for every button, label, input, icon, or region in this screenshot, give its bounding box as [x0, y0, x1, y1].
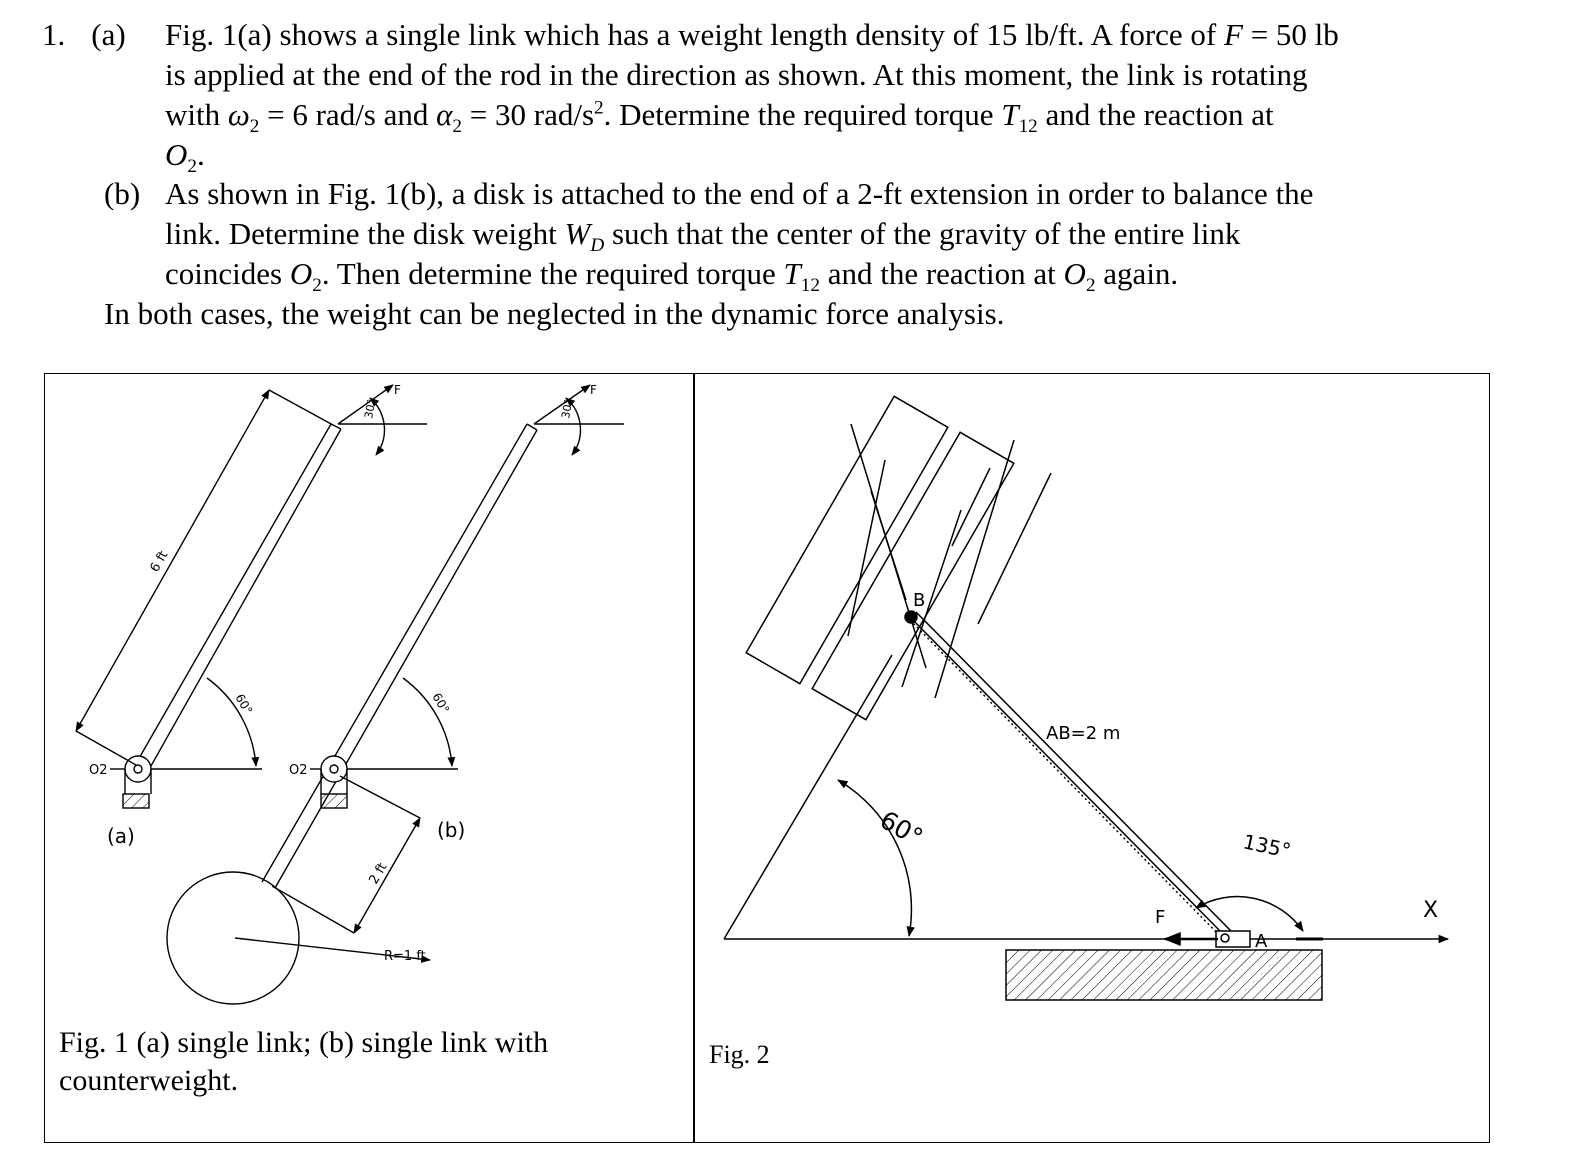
- torque-symbol: T: [1001, 97, 1019, 132]
- period: .: [197, 137, 205, 172]
- part-b-text-3c: and the reaction at: [819, 256, 1064, 291]
- fig1-caption-line-1: Fig. 1 (a) single link; (b) single link with: [59, 1026, 549, 1059]
- fig1b-force-label: F: [590, 383, 597, 397]
- fig1b-pivot-label: O2: [289, 763, 308, 778]
- fig2-label-x: X: [1423, 898, 1439, 923]
- fig2-angle-60-arc: [838, 780, 911, 936]
- fig2-angle-135-label: 135°: [1240, 829, 1294, 863]
- disk-weight-sub: D: [590, 235, 605, 257]
- fig2-label-a: A: [1255, 931, 1268, 952]
- fig1-caption-line-2: counterweight.: [59, 1064, 239, 1097]
- fig2-caption: [709, 1036, 770, 1074]
- fig1b-force-angle-label: 30°: [559, 398, 576, 420]
- fig1b-length-label: 2 ft: [366, 860, 391, 887]
- fig1b-ext-line-bottom: [272, 886, 354, 933]
- pivot-var-b2: O: [1063, 256, 1086, 291]
- fig2-rod-ab: [908, 612, 1231, 938]
- fig1a-diagram: [76, 385, 427, 808]
- fig1b-radius-label: R=1 ft: [384, 949, 426, 964]
- fig2-pin-b: [905, 611, 917, 623]
- fig1b-angle-label: 60°: [429, 690, 453, 716]
- part-a-text-1: Fig. 1(a) shows a single link which has a weight length density of 15 lb/ft. A force of: [165, 17, 1224, 52]
- disk-weight-var: W: [564, 216, 591, 251]
- fig2-ground-hatch: [1006, 950, 1322, 1000]
- torque-sub-b: 12: [800, 275, 820, 297]
- fig1a-pivot-label: O2: [89, 763, 108, 778]
- part-a-text-3: with: [165, 97, 228, 132]
- fig2-pin-a: [1221, 934, 1229, 942]
- part-b-text-2: link. Determine the disk weight: [165, 216, 565, 251]
- part-b-text-3d: again.: [1095, 256, 1179, 291]
- fig2-label-f: F: [1155, 907, 1166, 928]
- fig1b-ext-line-top: [340, 776, 420, 818]
- omega-sub: 2: [249, 116, 260, 138]
- fig2-ab-length: AB=2 m: [1046, 723, 1121, 744]
- fig2-slider-block: [746, 396, 1051, 719]
- fig1a-link: [134, 424, 341, 773]
- fig1a-ext-line-top: [269, 390, 333, 425]
- fig1a-force-label: F: [394, 383, 401, 397]
- pivot-sub-b: 2: [312, 275, 322, 297]
- torque-symbol-b: T: [783, 256, 801, 291]
- fig1a-force-angle-label: 30°: [362, 398, 379, 420]
- torque-sub: 12: [1018, 116, 1038, 138]
- fig1a-angle-arc: [207, 678, 256, 766]
- fig1a-ext-line-bottom: [76, 731, 136, 765]
- fig1-caption: [59, 1024, 548, 1100]
- fig1b-angle-arc: [403, 678, 452, 766]
- alpha-sup: 2: [594, 97, 604, 119]
- part-a-label: (a): [91, 17, 126, 52]
- problem-number: 1.: [42, 17, 66, 52]
- omega-value: = 6 rad/s and: [259, 97, 437, 132]
- fig1a-label: (a): [107, 824, 135, 848]
- part-b-label: (b): [104, 176, 141, 211]
- part-b-text-3: coincides: [165, 256, 290, 291]
- pivot-sub-b2: 2: [1085, 275, 1096, 297]
- fig1a-dim-line: [76, 390, 269, 731]
- fig1b-label: (b): [437, 818, 466, 842]
- fig2-incline-line: [724, 655, 892, 939]
- part-a-text-3b: . Determine the required torque: [603, 97, 1002, 132]
- alpha-symbol: α: [436, 97, 453, 132]
- part-b-text-1: As shown in Fig. 1(b), a disk is attached to the end of a 2-ft extension in order to balance the: [165, 176, 1314, 211]
- closing-text: In both cases, the weight can be neglected in the dynamic force analysis.: [104, 296, 1005, 331]
- fig2-label-b: B: [913, 590, 926, 611]
- pivot-var-b: O: [289, 256, 313, 291]
- fig2-angle-60-label: 60°: [875, 805, 928, 853]
- fig2-diagram: [724, 396, 1448, 1000]
- fig1b-link: [262, 424, 537, 888]
- fig1b-disk: [167, 872, 299, 1004]
- part-a-text-2: is applied at the end of the rod in the direction as shown. At this moment, the link is rotating: [165, 57, 1308, 92]
- fig1a-pivot: [110, 756, 151, 808]
- alpha-value: = 30 rad/s: [462, 97, 595, 132]
- part-b-text-3b: . Then determine the required torque: [321, 256, 784, 291]
- pivot-var: O: [165, 137, 188, 172]
- omega-symbol: ω: [227, 97, 250, 132]
- fig1b-diagram: [167, 385, 624, 1004]
- force-value: = 50 lb: [1242, 17, 1339, 52]
- fig1a-angle-label: 60°: [232, 691, 256, 717]
- alpha-sub: 2: [452, 116, 463, 138]
- part-a-text-3c: and the reaction at: [1037, 97, 1274, 132]
- part-b-text-2b: such that the center of the gravity of the entire link: [604, 216, 1241, 251]
- fig1b-dim-line: [354, 818, 420, 933]
- force-var: F: [1224, 17, 1243, 52]
- fig1a-length-label: 6 ft: [147, 548, 172, 575]
- fig2-angle-135-arc: [1196, 897, 1303, 931]
- pivot-sub: 2: [187, 156, 197, 178]
- fig1b-pivot: [310, 756, 347, 808]
- fig2-caption-text: Fig. 2: [709, 1040, 770, 1069]
